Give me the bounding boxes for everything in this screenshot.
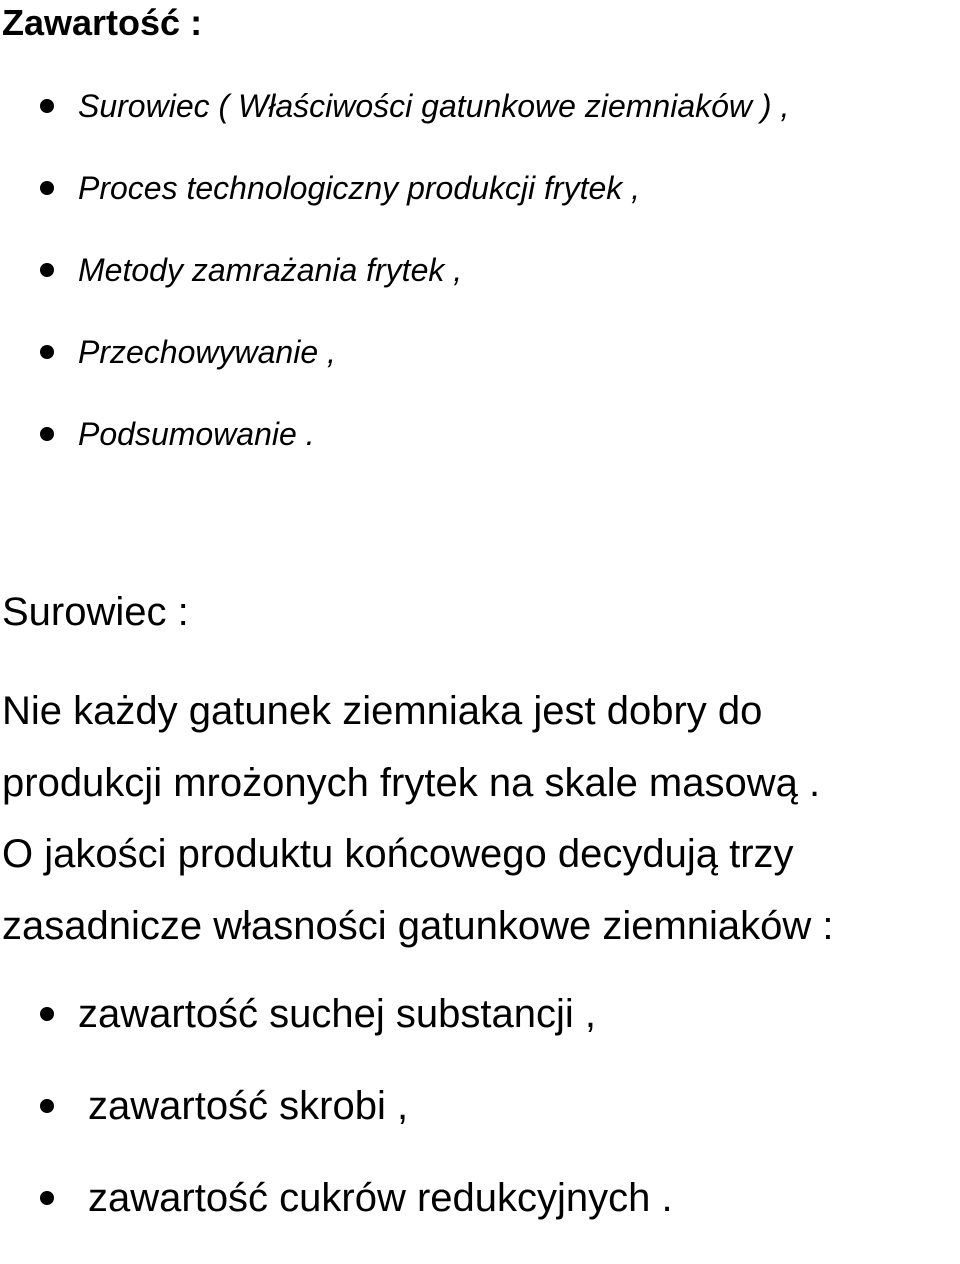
property-text: zawartość suchej substancji , xyxy=(78,992,597,1036)
contents-item-text: Proces technologiczny produkcji frytek , xyxy=(78,170,641,206)
bullet-icon xyxy=(40,263,54,277)
bullet-icon xyxy=(40,1191,54,1205)
section-heading: Surowiec : xyxy=(2,590,189,634)
property-text: zawartość cukrów redukcyjnych . xyxy=(88,1176,673,1220)
paragraph-line: zasadnicze własności gatunkowe ziemniaków : xyxy=(2,903,834,948)
bullet-icon xyxy=(40,1099,54,1113)
contents-item-text: Przechowywanie , xyxy=(78,334,336,370)
contents-item-text: Metody zamrażania frytek , xyxy=(78,252,463,288)
contents-item-text: Surowiec ( Właściwości gatunkowe ziemniaków ) , xyxy=(78,88,790,124)
bullet-icon xyxy=(40,345,54,359)
bullet-icon xyxy=(40,99,54,113)
bullet-icon xyxy=(40,427,54,441)
paragraph-line: produkcji mrożonych frytek na skale masową . xyxy=(2,760,821,805)
bullet-icon xyxy=(40,1007,54,1021)
bullet-icon xyxy=(40,181,54,195)
property-text: zawartość skrobi , xyxy=(88,1084,409,1128)
section-paragraph xyxy=(2,676,958,962)
paragraph-line: O jakości produktu końcowego decydują trzy xyxy=(2,832,794,876)
paragraph-line: Nie każdy gatunek ziemniaka jest dobry do xyxy=(2,689,763,733)
contents-item-text: Podsumowanie . xyxy=(78,416,315,452)
contents-heading: Zawartość : xyxy=(2,2,203,43)
